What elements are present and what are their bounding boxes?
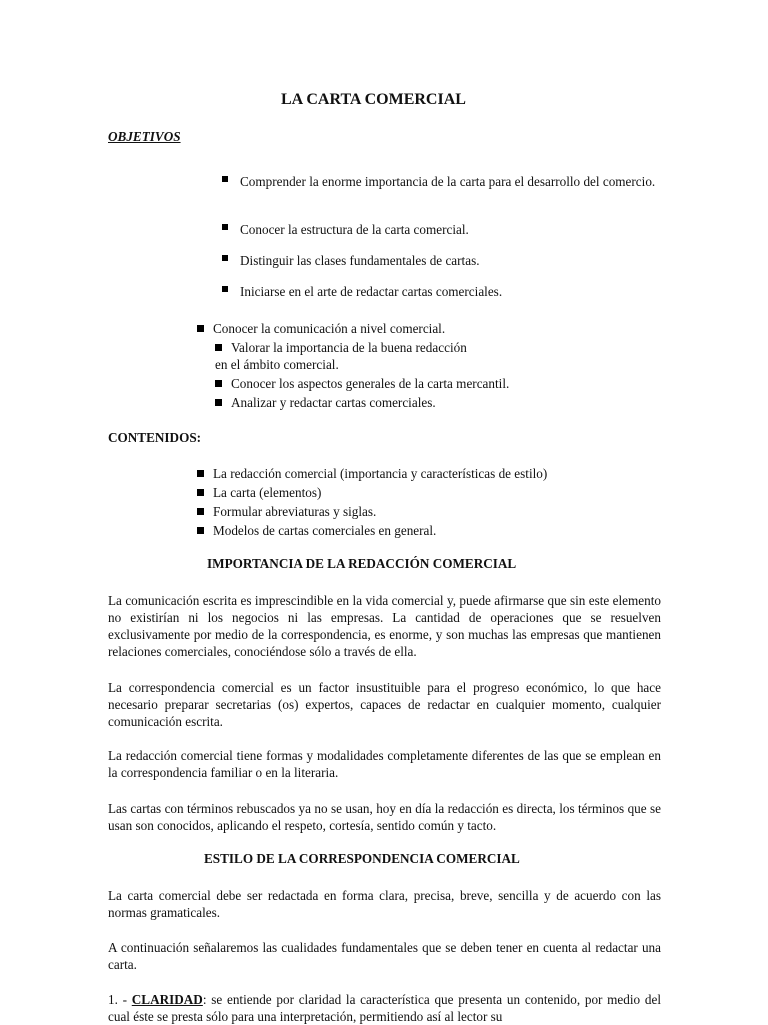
objective-sub-item: Conocer los aspectos generales de la carta mercantil. bbox=[215, 376, 509, 392]
section-title: ESTILO DE LA CORRESPONDENCIA COMERCIAL bbox=[204, 851, 520, 866]
contents-item: La carta (elementos) bbox=[197, 485, 321, 501]
objective-item: Iniciarse en el arte de redactar cartas comerciales. bbox=[222, 284, 502, 300]
bullet-icon bbox=[197, 470, 204, 477]
objectives-heading: OBJETIVOS bbox=[108, 129, 181, 144]
objective-item: Conocer la estructura de la carta comercial. bbox=[222, 222, 469, 238]
bullet-icon bbox=[197, 325, 204, 332]
bullet-icon bbox=[222, 176, 228, 182]
paragraph: La comunicación escrita es imprescindible en la vida comercial y, puede afirmarse que sin este elemento no existirían ni los negocios ni las empresas. La cantidad de operaciones que se resuelven exclusivamente por medio de la correspondencia, es enorme, y son muchas las empresas que mantienen relaciones comerciales, conociéndose sólo a través de ella. bbox=[108, 593, 661, 659]
contents-item: Modelos de cartas comerciales en general. bbox=[197, 523, 436, 539]
bullet-icon bbox=[197, 527, 204, 534]
bullet-icon bbox=[222, 255, 228, 261]
objective-sub-item: Analizar y redactar cartas comerciales. bbox=[215, 395, 436, 411]
bullet-icon bbox=[215, 399, 222, 406]
objective-sub-continuation: en el ámbito comercial. bbox=[215, 357, 339, 372]
objective-main-item: Conocer la comunicación a nivel comercial. bbox=[197, 321, 445, 337]
bullet-icon bbox=[222, 286, 228, 292]
paragraph: A continuación señalaremos las cualidades fundamentales que se deben tener en cuenta al redactar una carta. bbox=[108, 940, 661, 972]
objective-sub-item: Valorar la importancia de la buena redacción bbox=[215, 340, 467, 356]
document-title: LA CARTA COMERCIAL bbox=[281, 91, 466, 108]
bullet-icon bbox=[222, 224, 228, 230]
contents-heading: CONTENIDOS: bbox=[108, 430, 202, 445]
paragraph: Las cartas con términos rebuscados ya no se usan, hoy en día la redacción es directa, los términos que se usan son conocidos, aplicando el respeto, cortesía, sentido común y tacto. bbox=[108, 801, 661, 833]
objective-item: Distinguir las clases fundamentales de cartas. bbox=[222, 253, 480, 269]
contents-item: Formular abreviaturas y siglas. bbox=[197, 504, 376, 520]
bullet-icon bbox=[215, 344, 222, 351]
paragraph: La correspondencia comercial es un factor insustituible para el progreso económico, lo que hace necesario preparar secretarias (os) expertos, capaces de redactar en cualquier momento, cualquier comunicación escrita. bbox=[108, 680, 661, 729]
contents-item: La redacción comercial (importancia y características de estilo) bbox=[197, 466, 547, 482]
section-title: IMPORTANCIA DE LA REDACCIÓN COMERCIAL bbox=[207, 556, 517, 571]
claridad-term: CLARIDAD bbox=[131, 992, 203, 1007]
claridad-paragraph: 1. - CLARIDAD: se entiende por claridad la característica que presenta un contenido, por medio del cual éste se presta sólo para una interpretación, permitiendo así al lector su bbox=[108, 992, 661, 1024]
paragraph: La redacción comercial tiene formas y modalidades completamente diferentes de las que se emplean en la correspondencia familiar o en la literaria. bbox=[108, 748, 661, 780]
bullet-icon bbox=[215, 380, 222, 387]
bullet-icon bbox=[197, 508, 204, 515]
objective-item: Comprender la enorme importancia de la carta para el desarrollo del comercio. bbox=[222, 173, 662, 191]
paragraph: La carta comercial debe ser redactada en forma clara, precisa, breve, sencilla y de acuerdo con las normas gramaticales. bbox=[108, 888, 661, 920]
bullet-icon bbox=[197, 489, 204, 496]
